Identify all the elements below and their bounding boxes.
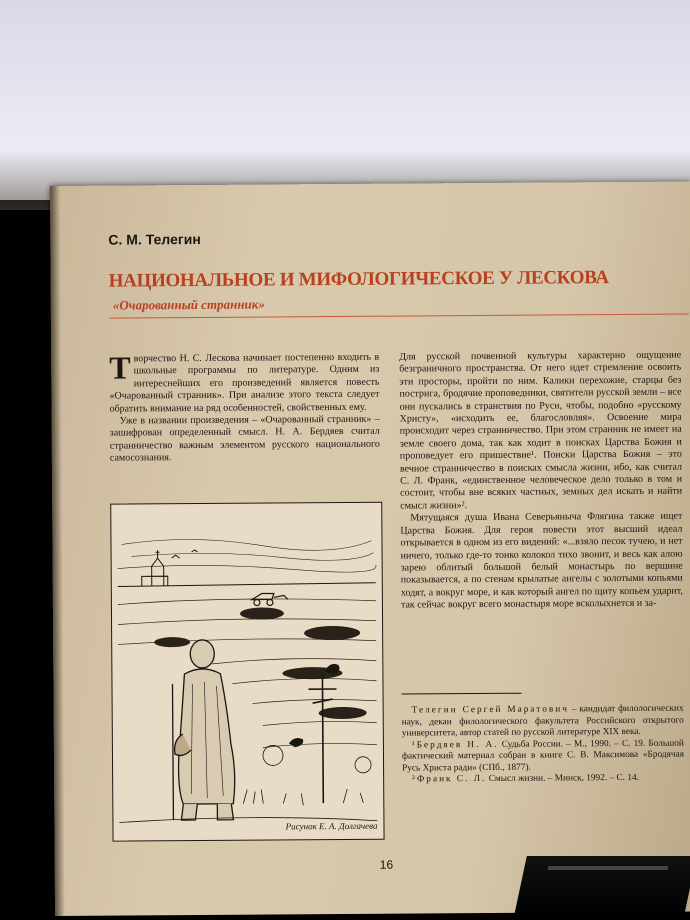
right-column (399, 350, 683, 612)
second-paragraph: Уже в названии произведения – «Очарованный странник» – зашифрован определенный смысл. Н. А. Бердяев считал странничество важным элементом русского национального самосознания. (109, 413, 380, 464)
bio-name: Телегин Сергей Маратович (411, 704, 569, 716)
intro-text: ворчество Н. С. Лескова начинает постепенно входить в школьные программы по литературе. Одним из интереснейших его произведений является повесть «Очарованный странник». При анализе этого текста следует обратить внимание на ряд особенностей, свойственных ему. (109, 351, 380, 415)
book-clip-highlight (548, 866, 669, 870)
footnotes (402, 704, 685, 786)
bio-text: – кандидат филологических наук, декан филологического факультета Российского открытого университета, автор статей по русской литературе XIX века. (401, 703, 684, 739)
footnote-2 (402, 773, 684, 786)
left-column (109, 349, 380, 466)
author-bio (402, 704, 684, 740)
page-number: 16 (379, 857, 394, 872)
footnote-1-author: ¹Бердяев Н. А. (411, 739, 499, 750)
article-title: НАЦИОНАЛЬНОЕ И МИФОЛОГИЧЕСКОЕ У ЛЕСКОВА (108, 267, 609, 292)
book-page (50, 182, 690, 916)
footnote-2-text: Смысл жизни. – Минск, 1992. – С. 14. (486, 772, 639, 784)
right-paragraph-1: Для русской почвенной культуры характерно ощущение безграничного пространства. От него идет стремление освоить эти просторы, пройти по ним. Калики перехожие, старцы без пострига, бродячие проповедники, святители русской земли – все они пускались в странствия по Руси, чтобы, подобно «русскому Христу», «исходить ее, благословляя». Освоение мира происходит через странничество. При этом странник не имеет на земле своего дома, так как ходит в поисках Царства Божия и проповедует его пришествие¹. Поиски Царства Божия – это вечное странничество в поисках смысла жизни, ибо, как считал С. Л. Франк, «единственное человеческое дело только в том и состоит, чтобы вне всяких частных, земных дел искать и найти смысл жизни»². (399, 349, 683, 512)
right-paragraph-2: Мятущаяся душа Ивана Северьяныча Флягина также ищет Царства Божия. Для героя повести этот высший идеал открывается в одном из его видений: «...взяло песок тучею, и нет ничего, только где-то тонко колокол тихо звонит, и весь как алою зарею облитый большой белый монастырь по вершине показывается, а по стенам крылатые ангелы с золотыми копьями ходят, а вокруг море, и как который ангел по щиту копьем ударит, так сейчас вокруг всего монастыря море всколыхнется и за- (400, 510, 683, 611)
footnote-2-author: ²Франк С. Л. (412, 773, 487, 785)
illustration (110, 502, 384, 842)
article-subtitle: «Очарованный странник» (112, 296, 265, 313)
title-divider (109, 314, 689, 319)
footnote-1-text: Судьба России. – М., 1990. – С. 19. Большой фактический материал собран в книге С. В. Максимова «Бродячая Русь Христа ради» (СПб., 1877). (401, 738, 685, 774)
footnote-divider (402, 693, 522, 695)
wanderer-drawing (111, 503, 383, 841)
page-edge-shadow (50, 186, 65, 916)
illustration-caption: Рисунок Е. А. Долгачева (285, 820, 378, 832)
drop-cap: Т (109, 349, 131, 386)
footnote-1 (402, 738, 684, 774)
intro-paragraph (109, 349, 380, 416)
article-author: С. М. Телегин (108, 230, 201, 248)
